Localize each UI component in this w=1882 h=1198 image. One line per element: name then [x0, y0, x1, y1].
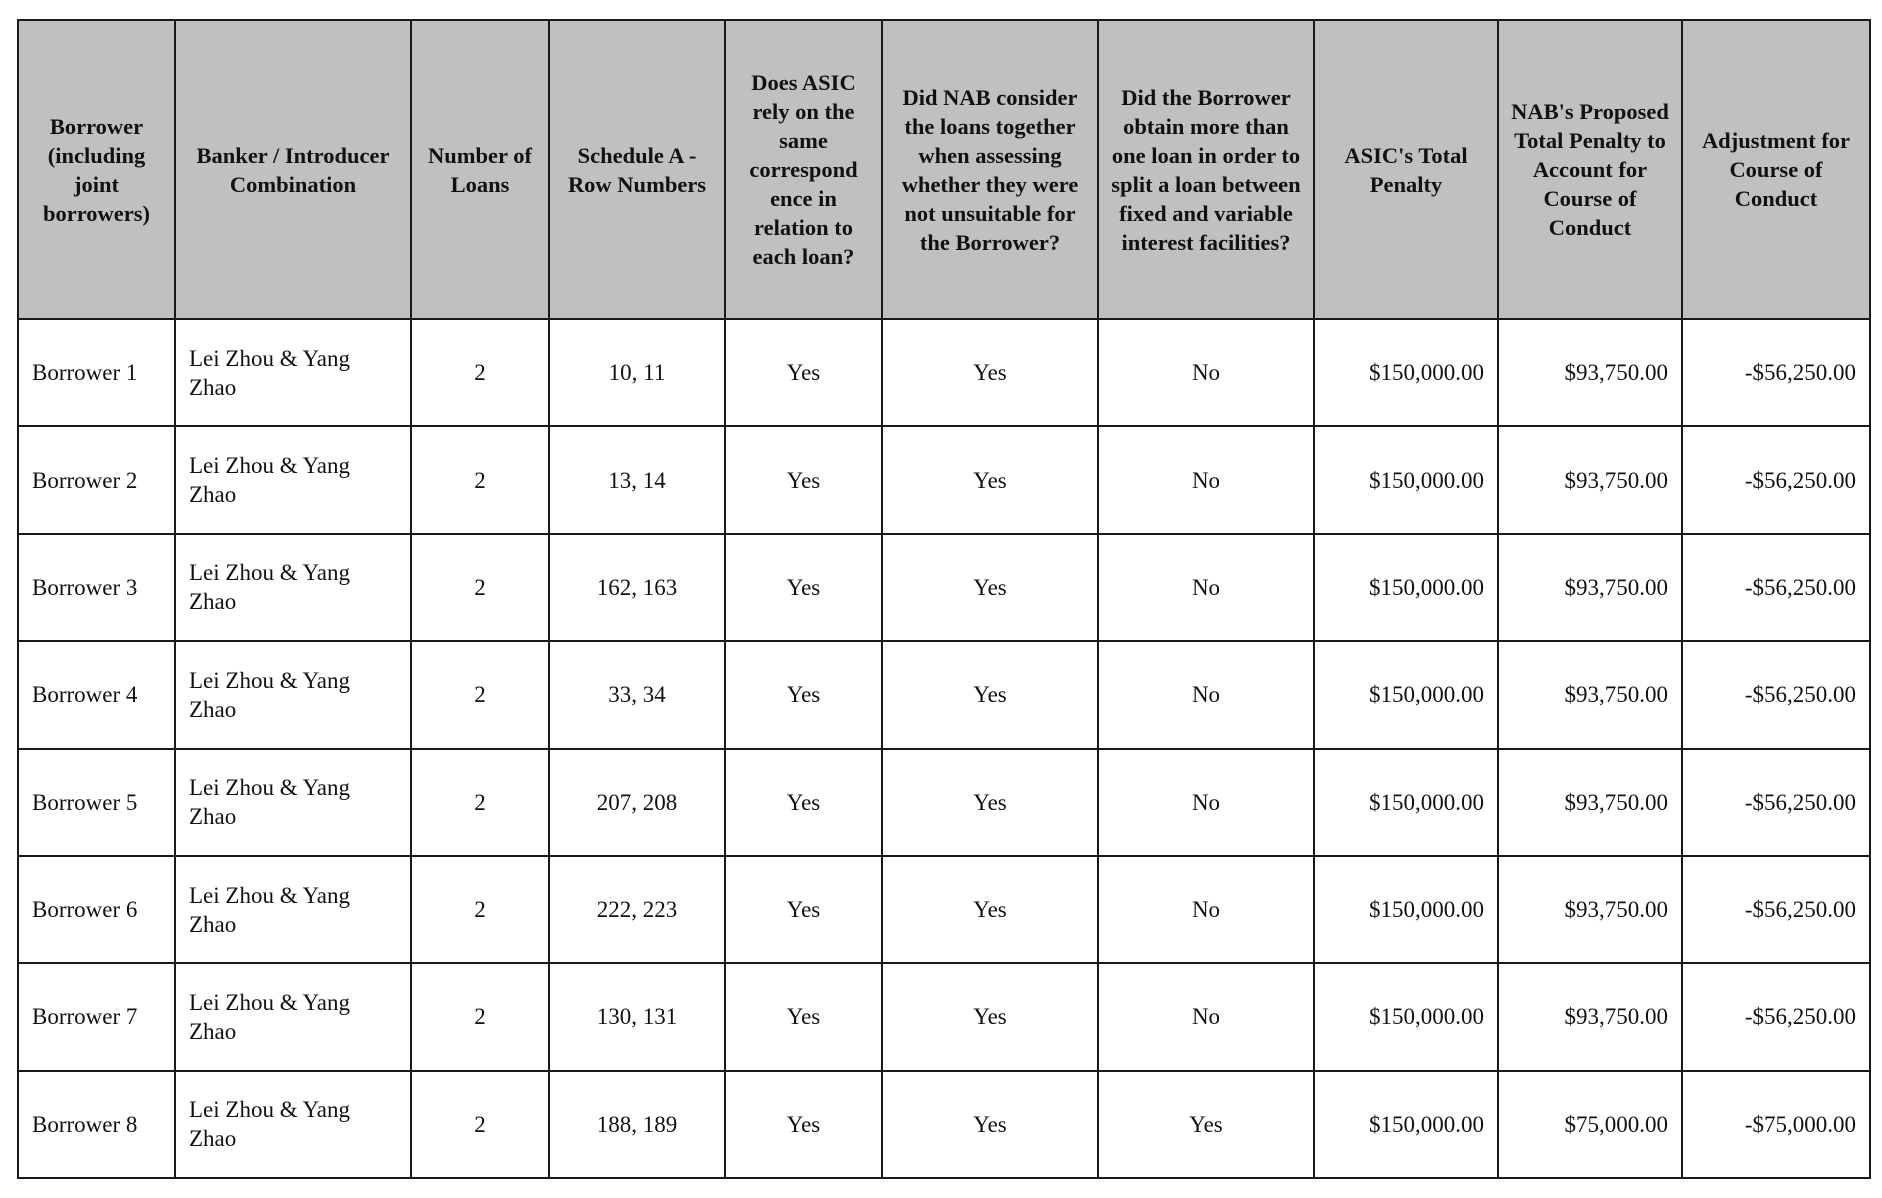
schedule-a-rows-cell: 130, 131: [549, 963, 725, 1070]
split-loan-cell: No: [1098, 534, 1314, 641]
table-row: [18, 641, 1870, 748]
header-banker-introducer: Banker / Introducer Combination: [175, 20, 411, 319]
banker-introducer-cell: Lei Zhou & Yang Zhao: [175, 426, 411, 533]
banker-introducer-cell: Lei Zhou & Yang Zhao: [175, 534, 411, 641]
schedule-a-rows-cell: 188, 189: [549, 1071, 725, 1178]
nab-considered-cell: Yes: [882, 856, 1098, 963]
asic-penalty-cell: $150,000.00: [1314, 1071, 1498, 1178]
schedule-a-rows-cell: 222, 223: [549, 856, 725, 963]
nab-penalty-cell: $93,750.00: [1498, 426, 1682, 533]
header-schedule-a-rows: Schedule A - Row Numbers: [549, 20, 725, 319]
number-of-loans-cell: 2: [411, 426, 549, 533]
banker-introducer-cell: Lei Zhou & Yang Zhao: [175, 749, 411, 856]
header-borrower: Borrower (including joint borrowers): [18, 20, 175, 319]
nab-penalty-cell: $93,750.00: [1498, 856, 1682, 963]
asic-penalty-cell: $150,000.00: [1314, 856, 1498, 963]
nab-considered-cell: Yes: [882, 319, 1098, 426]
header-nab-proposed-penalty: NAB's Proposed Total Penalty to Account for Course of Conduct: [1498, 20, 1682, 319]
asic-penalty-cell: $150,000.00: [1314, 963, 1498, 1070]
nab-considered-cell: Yes: [882, 749, 1098, 856]
header-row: [18, 20, 1870, 319]
table-row: [18, 319, 1870, 426]
split-loan-cell: Yes: [1098, 1071, 1314, 1178]
split-loan-cell: No: [1098, 319, 1314, 426]
number-of-loans-cell: 2: [411, 534, 549, 641]
schedule-a-rows-cell: 162, 163: [549, 534, 725, 641]
asic-correspondence-cell: Yes: [725, 426, 882, 533]
banker-introducer-cell: Lei Zhou & Yang Zhao: [175, 319, 411, 426]
borrower-cell: Borrower 1: [18, 319, 175, 426]
header-adjustment: Adjustment for Course of Conduct: [1682, 20, 1870, 319]
nab-considered-cell: Yes: [882, 641, 1098, 748]
asic-correspondence-cell: Yes: [725, 319, 882, 426]
banker-introducer-cell: Lei Zhou & Yang Zhao: [175, 1071, 411, 1178]
split-loan-cell: No: [1098, 963, 1314, 1070]
adjustment-cell: -$56,250.00: [1682, 426, 1870, 533]
banker-introducer-cell: Lei Zhou & Yang Zhao: [175, 856, 411, 963]
number-of-loans-cell: 2: [411, 641, 549, 748]
adjustment-cell: -$56,250.00: [1682, 856, 1870, 963]
adjustment-cell: -$56,250.00: [1682, 641, 1870, 748]
asic-correspondence-cell: Yes: [725, 534, 882, 641]
nab-considered-cell: Yes: [882, 534, 1098, 641]
split-loan-cell: No: [1098, 641, 1314, 748]
nab-considered-cell: Yes: [882, 426, 1098, 533]
table-row: [18, 963, 1870, 1070]
borrower-cell: Borrower 2: [18, 426, 175, 533]
table-body: [18, 319, 1870, 1178]
table-row: [18, 426, 1870, 533]
adjustment-cell: -$56,250.00: [1682, 319, 1870, 426]
asic-correspondence-cell: Yes: [725, 641, 882, 748]
schedule-a-rows-cell: 13, 14: [549, 426, 725, 533]
split-loan-cell: No: [1098, 426, 1314, 533]
asic-correspondence-cell: Yes: [725, 963, 882, 1070]
asic-correspondence-cell: Yes: [725, 749, 882, 856]
borrower-cell: Borrower 5: [18, 749, 175, 856]
nab-considered-cell: Yes: [882, 1071, 1098, 1178]
table-row: [18, 749, 1870, 856]
nab-penalty-cell: $93,750.00: [1498, 534, 1682, 641]
adjustment-cell: -$56,250.00: [1682, 534, 1870, 641]
adjustment-cell: -$75,000.00: [1682, 1071, 1870, 1178]
borrower-cell: Borrower 6: [18, 856, 175, 963]
nab-penalty-cell: $93,750.00: [1498, 319, 1682, 426]
header-nab-considered-together: Did NAB consider the loans together when assessing whether they were not unsuitable for the Borrower?: [882, 20, 1098, 319]
split-loan-cell: No: [1098, 749, 1314, 856]
borrower-cell: Borrower 3: [18, 534, 175, 641]
schedule-a-rows-cell: 33, 34: [549, 641, 725, 748]
penalty-table: [17, 19, 1871, 1179]
nab-considered-cell: Yes: [882, 963, 1098, 1070]
table-row: [18, 856, 1870, 963]
header-number-of-loans: Number of Loans: [411, 20, 549, 319]
table-row: [18, 534, 1870, 641]
borrower-cell: Borrower 7: [18, 963, 175, 1070]
asic-penalty-cell: $150,000.00: [1314, 319, 1498, 426]
header-asic-correspondence: Does ASIC rely on the same correspond ence in relation to each loan?: [725, 20, 882, 319]
nab-penalty-cell: $75,000.00: [1498, 1071, 1682, 1178]
table-row: [18, 1071, 1870, 1178]
header-asic-total-penalty: ASIC's Total Penalty: [1314, 20, 1498, 319]
borrower-cell: Borrower 4: [18, 641, 175, 748]
asic-penalty-cell: $150,000.00: [1314, 534, 1498, 641]
schedule-a-rows-cell: 207, 208: [549, 749, 725, 856]
asic-penalty-cell: $150,000.00: [1314, 426, 1498, 533]
number-of-loans-cell: 2: [411, 1071, 549, 1178]
schedule-a-rows-cell: 10, 11: [549, 319, 725, 426]
asic-correspondence-cell: Yes: [725, 1071, 882, 1178]
number-of-loans-cell: 2: [411, 963, 549, 1070]
adjustment-cell: -$56,250.00: [1682, 963, 1870, 1070]
asic-correspondence-cell: Yes: [725, 856, 882, 963]
asic-penalty-cell: $150,000.00: [1314, 749, 1498, 856]
number-of-loans-cell: 2: [411, 319, 549, 426]
number-of-loans-cell: 2: [411, 749, 549, 856]
banker-introducer-cell: Lei Zhou & Yang Zhao: [175, 641, 411, 748]
split-loan-cell: No: [1098, 856, 1314, 963]
nab-penalty-cell: $93,750.00: [1498, 963, 1682, 1070]
header-split-loan: Did the Borrower obtain more than one loan in order to split a loan between fixed and variable interest facilities?: [1098, 20, 1314, 319]
borrower-cell: Borrower 8: [18, 1071, 175, 1178]
asic-penalty-cell: $150,000.00: [1314, 641, 1498, 748]
banker-introducer-cell: Lei Zhou & Yang Zhao: [175, 963, 411, 1070]
number-of-loans-cell: 2: [411, 856, 549, 963]
nab-penalty-cell: $93,750.00: [1498, 749, 1682, 856]
adjustment-cell: -$56,250.00: [1682, 749, 1870, 856]
nab-penalty-cell: $93,750.00: [1498, 641, 1682, 748]
